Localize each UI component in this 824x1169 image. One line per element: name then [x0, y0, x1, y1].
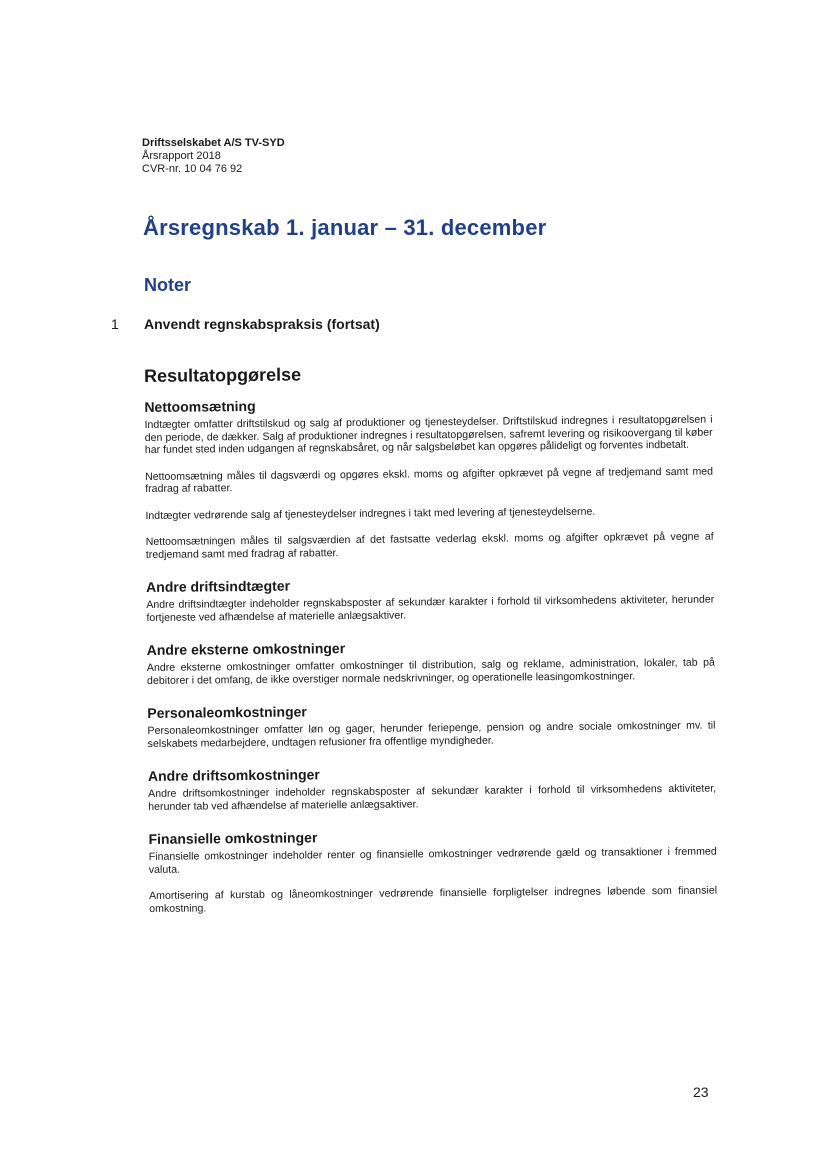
subsection-heading: Finansielle omkostninger: [148, 829, 318, 847]
paragraph: Andre eksterne omkostninger omfatter omkostninger til distribution, salg og reklame, administration, lokaler, tab på debitorer i det omfang, de ikke overstiger normale nedskrivninger, og operationelle leasingomkostninger.: [146, 656, 715, 687]
page-number: 23: [693, 1084, 709, 1100]
subsection-heading: Nettoomsætning: [144, 397, 256, 415]
subsection-heading: Andre eksterne omkostninger: [146, 640, 346, 658]
paragraph: Indtægter omfatter driftstilskud og salg af produktioner og tjenesteydelser. Driftstilskud indregnes i resultatopgørelsen i den periode, de dækker. Salg af produktioner indregnes i resultatopgørelsen, safremt levering og risikoovergang til køber har fundet sted inden udgangen af regnskabsåret, og når salgsbeløbet kan opgøres pålideligt og forventes indbetalt.: [144, 413, 713, 456]
note-title: Anvendt regnskabspraksis (fortsat): [144, 316, 380, 332]
paragraph: Andre driftsindtægter indeholder regnskabsposter af sekundær karakter i forhold til virksomhedens aktiviteter, herunder fortjeneste ved afhændelse af materielle anlægsaktiver.: [146, 593, 715, 624]
subsection-personaleomkostninger: [147, 700, 715, 750]
paragraph: Finansielle omkostninger indeholder renter og finansielle omkostninger vedrørende gæld og transaktioner i fremmed valuta.: [148, 845, 717, 876]
paragraph: Personaleomkostninger omfatter løn og gager, herunder feriepenge, pension og andre sociale omkostninger mv. til selskabets medarbejdere, undtagen refusioner fra offentlige myndigheder.: [147, 719, 716, 750]
subsection-heading: Andre driftsindtægter: [146, 577, 291, 595]
report-name: Årsrapport 2018: [142, 150, 221, 162]
subsection-heading: Andre driftsomkostninger: [147, 766, 320, 784]
page-title: Årsregnskab 1. januar – 31. december: [143, 215, 547, 240]
section-label: Noter: [144, 275, 192, 295]
company-name: Driftsselskabet A/S TV-SYD: [142, 137, 285, 149]
notes-content: [144, 361, 717, 929]
subsection-andre-eksterne-omkostninger: [147, 637, 715, 687]
paragraph: Nettoomsætning måles til dagsværdi og opgøres ekskl. moms og afgifter opkrævet på vegne af tredjemand samt med fradrag af rabatter.: [145, 465, 714, 495]
subsection-andre-driftsomkostninger: [148, 763, 716, 813]
paragraph: Indtægter vedrørende salg af tjenesteydelser indregnes i takt med levering af tjenesteydelserne.: [145, 505, 596, 522]
paragraph: Andre driftsomkostninger indeholder regnskabsposter af sekundær karakter i forhold til virksomhedens aktiviteter, herunder tab ved afhændelse af materielle anlægsaktiver.: [148, 782, 717, 813]
company-header: [142, 137, 285, 176]
section-title: Resultatopgørelse: [144, 364, 302, 386]
paragraph: Nettoomsætningen måles til salgsværdien af det fastsatte vederlag ekskl. moms og afgifter opkrævet på vegne af tredjemand samt med fradrag af rabatter.: [145, 530, 714, 561]
subsection-heading: Personaleomkostninger: [147, 703, 307, 721]
subsection-finansielle-omkostninger: [148, 826, 717, 915]
subsection-nettoomsaetning: [144, 394, 714, 561]
subsection-andre-driftsindtaegter: [146, 574, 714, 624]
paragraph: Amortisering af kurstab og låneomkostninger vedrørende finansielle forpligtelser indregnes løbende som finansiel omkostning.: [149, 884, 718, 915]
note-number: 1: [111, 316, 119, 332]
cvr-number: CVR-nr. 10 04 76 92: [142, 163, 243, 175]
